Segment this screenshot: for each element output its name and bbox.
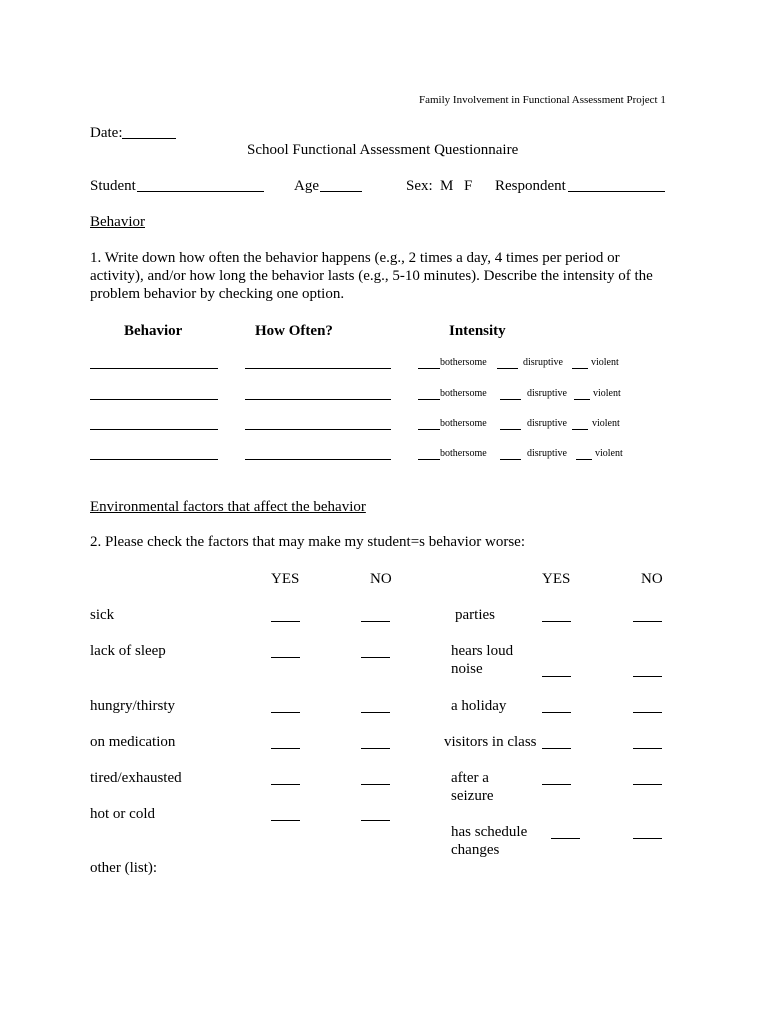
- sex-option-m[interactable]: M: [440, 178, 454, 194]
- behavior-field-2[interactable]: [90, 399, 218, 400]
- visitors-in-class-yes[interactable]: [542, 748, 571, 749]
- bothersome-label: bothersome: [440, 388, 487, 399]
- violent-label: violent: [595, 448, 623, 459]
- violent-label: violent: [593, 388, 621, 399]
- hungry-thirsty-yes[interactable]: [271, 712, 300, 713]
- visitors-in-class-no[interactable]: [633, 748, 662, 749]
- factor-hungry-thirsty: hungry/thirsty: [90, 698, 175, 714]
- factor-lack-of-sleep: lack of sleep: [90, 643, 166, 659]
- factor-after-a-seizure: after a seizure: [451, 770, 494, 804]
- bothersome-check-4[interactable]: [418, 459, 440, 460]
- has-schedule-changes-yes[interactable]: [551, 838, 580, 839]
- disruptive-label: disruptive: [523, 357, 563, 368]
- sex-label: Sex:: [406, 178, 433, 194]
- parties-no[interactable]: [633, 621, 662, 622]
- has-schedule-changes-no[interactable]: [633, 838, 662, 839]
- yes-header-right: YES: [542, 571, 571, 587]
- after-a-seizure-yes[interactable]: [542, 784, 571, 785]
- behavior-heading: Behavior: [90, 214, 145, 230]
- table-header-behavior: Behavior: [124, 323, 183, 339]
- how-often-field-3[interactable]: [245, 429, 391, 430]
- disruptive-label: disruptive: [527, 418, 567, 429]
- disruptive-check-3[interactable]: [500, 429, 521, 430]
- factor-has-schedule-changes: has schedule changes: [451, 824, 528, 858]
- no-header-left: NO: [370, 571, 392, 587]
- age-field[interactable]: [320, 191, 362, 192]
- a-holiday-no[interactable]: [633, 712, 662, 713]
- age-label: Age: [294, 178, 319, 194]
- hot-or-cold-no[interactable]: [361, 820, 390, 821]
- violent-check-3[interactable]: [572, 429, 588, 430]
- disruptive-label: disruptive: [527, 448, 567, 459]
- on-medication-yes[interactable]: [271, 748, 300, 749]
- lack-of-sleep-no[interactable]: [361, 657, 390, 658]
- hot-or-cold-yes[interactable]: [271, 820, 300, 821]
- disruptive-check-1[interactable]: [497, 368, 518, 369]
- tired-exhausted-no[interactable]: [361, 784, 390, 785]
- tired-exhausted-yes[interactable]: [271, 784, 300, 785]
- factor-parties: parties: [455, 607, 495, 623]
- other-list-label: other (list):: [90, 860, 158, 876]
- q1-line-3: problem behavior by checking one option.: [90, 286, 345, 302]
- respondent-field[interactable]: [568, 191, 665, 192]
- how-often-field-4[interactable]: [245, 459, 391, 460]
- hears-loud-noise-no[interactable]: [633, 676, 662, 677]
- q1-line-1: 1. Write down how often the behavior happens (e.g., 2 times a day, 4 times per period or: [90, 250, 620, 266]
- disruptive-check-4[interactable]: [500, 459, 521, 460]
- factor-hot-or-cold: hot or cold: [90, 806, 155, 822]
- bothersome-check-2[interactable]: [418, 399, 440, 400]
- behavior-field-4[interactable]: [90, 459, 218, 460]
- factor-on-medication: on medication: [90, 734, 176, 750]
- page-title: School Functional Assessment Questionnaire: [247, 142, 519, 158]
- violent-check-4[interactable]: [576, 459, 592, 460]
- q1-line-2: activity), and/or how long the behavior lasts (e.g., 5-10 minutes). Describe the intensity of the: [90, 268, 653, 284]
- respondent-label: Respondent: [495, 178, 566, 194]
- q2-text: 2. Please check the factors that may make my student=s behavior worse:: [90, 534, 525, 550]
- disruptive-check-2[interactable]: [500, 399, 521, 400]
- factor-visitors-in-class: visitors in class: [444, 734, 537, 750]
- how-often-field-2[interactable]: [245, 399, 391, 400]
- lack-of-sleep-yes[interactable]: [271, 657, 300, 658]
- bothersome-check-1[interactable]: [418, 368, 440, 369]
- a-holiday-yes[interactable]: [542, 712, 571, 713]
- factor-hears-loud-noise: hears loud noise: [451, 643, 514, 677]
- violent-check-2[interactable]: [574, 399, 590, 400]
- bothersome-check-3[interactable]: [418, 429, 440, 430]
- factor-sick: sick: [90, 607, 115, 623]
- running-header: Family Involvement in Functional Assessment Project 1: [419, 94, 666, 106]
- sick-yes[interactable]: [271, 621, 300, 622]
- table-header-intensity: Intensity: [449, 323, 506, 339]
- student-field[interactable]: [137, 191, 264, 192]
- violent-label: violent: [591, 357, 619, 368]
- student-label: Student: [90, 178, 136, 194]
- factor-a-holiday: a holiday: [451, 698, 507, 714]
- environmental-heading: Environmental factors that affect the behavior: [90, 499, 366, 515]
- no-header-right: NO: [641, 571, 663, 587]
- sex-option-f[interactable]: F: [464, 178, 473, 194]
- hungry-thirsty-no[interactable]: [361, 712, 390, 713]
- violent-label: violent: [592, 418, 620, 429]
- date-field[interactable]: [122, 138, 176, 139]
- how-often-field-1[interactable]: [245, 368, 391, 369]
- hears-loud-noise-yes[interactable]: [542, 676, 571, 677]
- yes-header-left: YES: [271, 571, 300, 587]
- after-a-seizure-no[interactable]: [633, 784, 662, 785]
- behavior-field-1[interactable]: [90, 368, 218, 369]
- bothersome-label: bothersome: [440, 448, 487, 459]
- bothersome-label: bothersome: [440, 418, 487, 429]
- on-medication-no[interactable]: [361, 748, 390, 749]
- behavior-field-3[interactable]: [90, 429, 218, 430]
- bothersome-label: bothersome: [440, 357, 487, 368]
- violent-check-1[interactable]: [572, 368, 588, 369]
- sick-no[interactable]: [361, 621, 390, 622]
- factor-tired-exhausted: tired/exhausted: [90, 770, 182, 786]
- disruptive-label: disruptive: [527, 388, 567, 399]
- table-header-how-often: How Often?: [255, 323, 333, 339]
- parties-yes[interactable]: [542, 621, 571, 622]
- date-label: Date:: [90, 125, 123, 141]
